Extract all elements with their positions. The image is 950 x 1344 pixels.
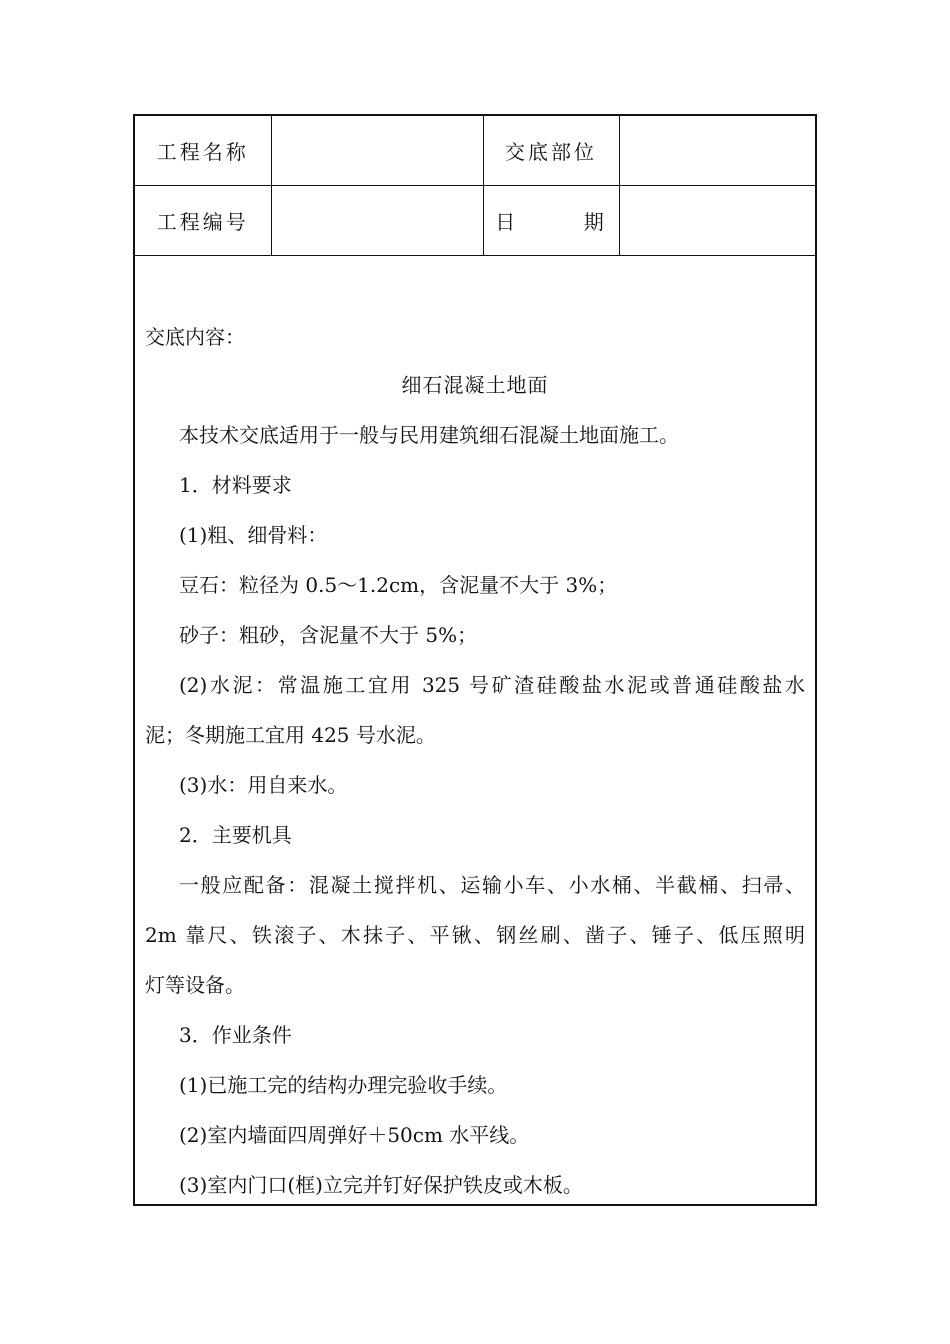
- date-value: [619, 186, 815, 256]
- content-line: 泥；冬期施工宜用 425 号水泥。: [145, 723, 436, 747]
- content-line: (3)水：用自来水。: [179, 773, 348, 797]
- content-line: 2m 靠尺、铁滚子、木抹子、平锹、钢丝刷、凿子、锤子、低压照明: [145, 923, 805, 947]
- content-line: 豆石：粒径为 0.5～1.2cm，含泥量不大于 3%；: [179, 573, 618, 597]
- content-line: 砂子：粗砂，含泥量不大于 5%；: [179, 623, 478, 647]
- technical-disclosure-sheet: [133, 114, 817, 1206]
- content-line: 灯等设备。: [145, 973, 245, 997]
- content-line: (1)已施工完的结构办理完验收手续。: [179, 1073, 508, 1097]
- content-line: (3)室内门口(框)立完并钉好保护铁皮或木板。: [179, 1173, 583, 1197]
- content-line: (2)室内墙面四周弹好＋50cm 水平线。: [179, 1123, 530, 1147]
- content-line: 本技术交底适用于一般与民用建筑细石混凝土地面施工。: [179, 423, 679, 447]
- project-name-value: [271, 116, 483, 186]
- header-table: [135, 116, 815, 256]
- content-line: (1)粗、细骨料：: [179, 523, 328, 547]
- project-name-label: 工程名称: [135, 116, 271, 186]
- header-row-1: [135, 116, 815, 186]
- content-line: (2)水泥：常温施工宜用 325 号矿渣硅酸盐水泥或普通硅酸盐水: [179, 673, 805, 697]
- disclosure-location-label: 交底部位: [483, 116, 619, 186]
- content-line: 3．作业条件: [179, 1023, 292, 1047]
- disclosure-location-value: [619, 116, 815, 186]
- content-intro-label: 交底内容：: [145, 325, 245, 349]
- disclosure-content: [135, 256, 815, 1210]
- project-number-value: [271, 186, 483, 256]
- content-line: 一般应配备：混凝土搅拌机、运输小车、小水桶、半截桶、扫帚、: [179, 873, 805, 897]
- content-title: 细石混凝土地面: [401, 373, 549, 397]
- date-label: 日 期: [483, 186, 619, 256]
- project-number-label: 工程编号: [135, 186, 271, 256]
- header-row-2: [135, 186, 815, 256]
- content-line: 2．主要机具: [179, 823, 292, 847]
- content-line: 1．材料要求: [179, 473, 292, 497]
